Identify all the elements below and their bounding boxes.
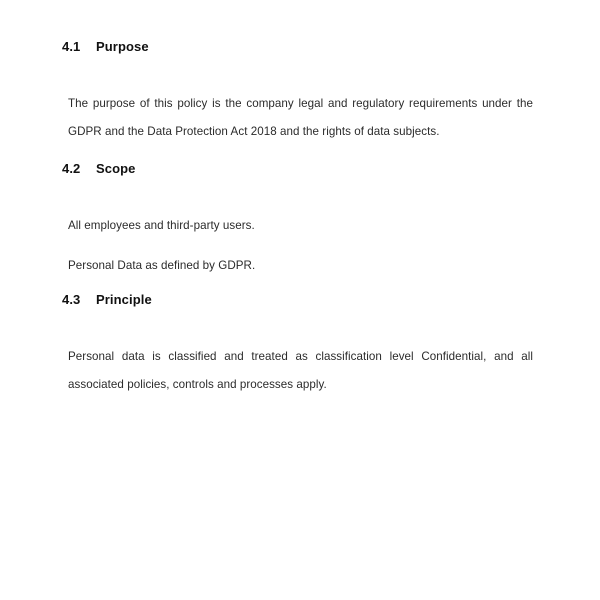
section-heading-4-2 <box>62 161 136 176</box>
section-number-4-3: 4.3 <box>62 292 81 307</box>
page-title-clipped <box>0 0 600 3</box>
section-paragraph-4-1: The purpose of this policy is the company legal and regulatory requirements under the GDPR and the Data Protection Act 2018 and the rights of data subjects. <box>68 96 533 138</box>
section-title-4-3: Principle <box>96 292 152 307</box>
section-number-4-1: 4.1 <box>62 39 81 54</box>
section-title-4-2: Scope <box>96 161 136 176</box>
section-paragraph-4-2-a: All employees and third-party users. <box>68 218 255 232</box>
section-heading-4-3 <box>62 292 152 307</box>
section-heading-4-1 <box>62 39 149 54</box>
section-number-4-2: 4.2 <box>62 161 81 176</box>
section-paragraph-4-2-b: Personal Data as defined by GDPR. <box>68 258 256 272</box>
section-paragraph-4-3: Personal data is classified and treated as classification level Confidential, and all associated policies, controls and processes apply. <box>68 349 533 391</box>
page-title <box>218 0 382 1</box>
section-title-4-1: Purpose <box>96 39 149 54</box>
